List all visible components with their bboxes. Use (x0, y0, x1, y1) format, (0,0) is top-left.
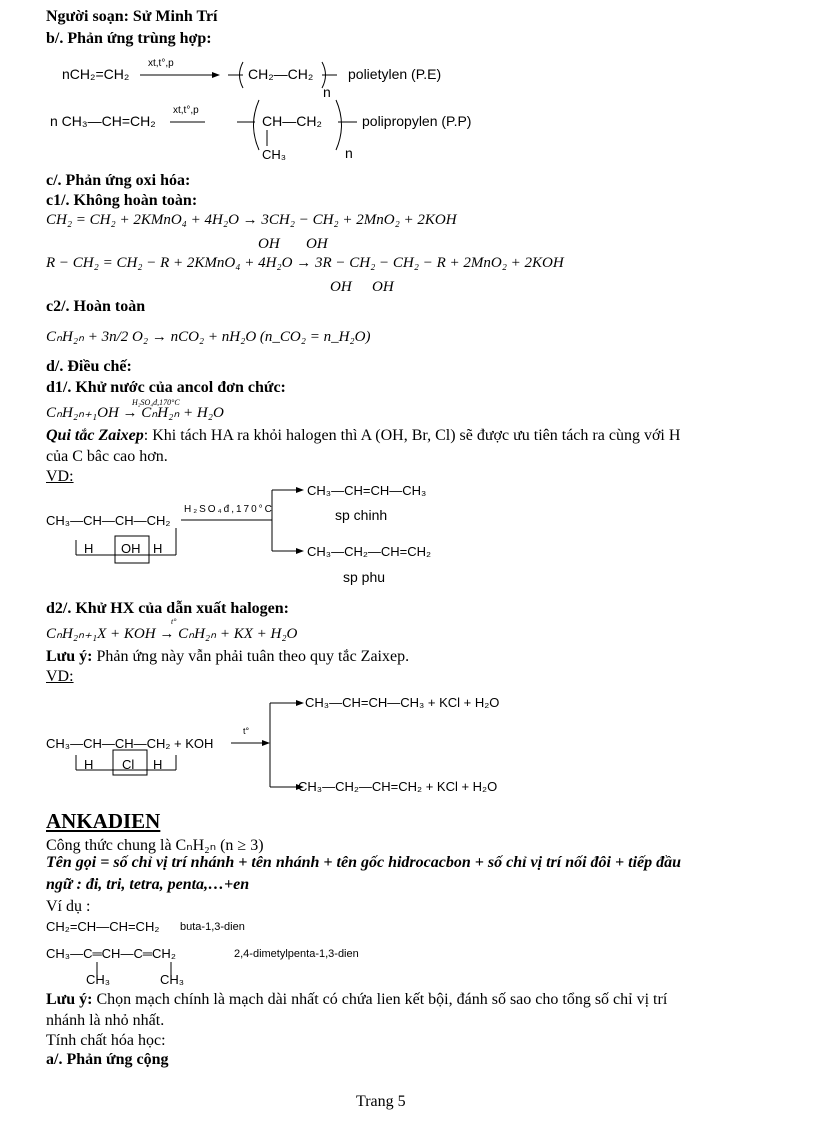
ex1-h-1: H (84, 541, 94, 556)
ex2-product-1: CH₃—CH=CH—CH₃ + KCl + H₂O (305, 695, 500, 710)
luuy-2-text-2: nhánh là nhỏ nhất. (46, 1012, 165, 1029)
section-c2-heading: c2/. Hoàn toàn (46, 298, 146, 315)
ex1-reactant: CH₃—CH—CH—CH₂ (46, 513, 171, 528)
d1-equation: CₙH₂ₙ₊₁OH → CₙH₂ₙ + H₂O (46, 405, 224, 421)
ex1-oh: OH (121, 541, 141, 556)
c1-eq1-oh-2: OH (306, 236, 328, 252)
section-d1-heading: d1/. Khử nước của ancol đơn chức: (46, 379, 286, 396)
d1-condition: H₂SO₄đ,170°C (132, 398, 180, 407)
pp-n: n (345, 145, 353, 161)
ex3-name: buta-1,3-dien (180, 921, 245, 933)
example-label-3: Ví dụ : (46, 898, 91, 915)
chemical-properties: Tính chất hóa học: (46, 1032, 166, 1049)
ex2-reactant: CH₃—CH—CH—CH₂ + KOH (46, 736, 214, 751)
ex4-branch-1: CH₃ (86, 972, 111, 987)
c1-eq1-oh-1: OH (258, 236, 280, 252)
pe-repeat-unit: CH₂—CH₂ (248, 66, 314, 82)
naming-rule-1: Tên gọi = số chỉ vị trí nhánh + tên nhánh + tên gốc hidrocacbon + số chỉ vị trí nối đôi + tiếp đầu (46, 854, 682, 871)
pp-reactant: n CH₃—CH=CH₂ (50, 113, 156, 129)
pe-reactant: nCH₂=CH₂ (62, 66, 130, 82)
ex1-h-2: H (153, 541, 163, 556)
c1-equation-2: R − CH₂ = CH₂ − R + 2KMnO₄ + 4H₂O → 3R − CH₂ − CH₂ − R + 2MnO₂ + 2KOH (46, 255, 564, 271)
pe-n: n (323, 84, 331, 100)
section-b-heading: b/. Phản ứng trùng hợp: (46, 30, 212, 47)
luuy-1 (46, 648, 409, 666)
general-formula: Công thức chung là CₙH₂ₙ (n ≥ 3) (46, 837, 264, 854)
section-c-heading: c/. Phản ứng oxi hóa: (46, 172, 191, 189)
naming-rule-2: ngữ : đi, tri, tetra, penta,…+en (46, 876, 250, 893)
section-d-heading: d/. Điều chế: (46, 358, 132, 375)
example-label-1: VD: (46, 468, 74, 485)
zaixep-text-2: của C bâc cao hơn. (46, 448, 168, 465)
luuy-1-text: Phản ứng này vẫn phải tuân theo quy tắc Zaixep. (92, 648, 410, 665)
pp-condition: xt,t°,p (173, 105, 199, 116)
c1-eq2-oh-2: OH (372, 279, 394, 295)
section-d2-heading: d2/. Khử HX của dẫn xuất halogen: (46, 600, 289, 617)
luuy-1-label: Lưu ý: (46, 648, 93, 665)
ex2-h-2: H (153, 757, 163, 772)
pp-name: polipropylen (P.P) (362, 113, 472, 129)
pe-name: polietylen (P.E) (348, 66, 442, 82)
zaixep-text: : Khi tách HA ra khỏi halogen thì A (OH, Br, Cl) sẽ được ưu tiên tách ra cùng với H (143, 427, 681, 444)
ex4-name: 2,4-dimetylpenta-1,3-dien (234, 948, 359, 960)
pp-branch: CH₃ (262, 147, 287, 162)
page-number: Trang 5 (356, 1093, 406, 1110)
d2-condition: t° (171, 617, 177, 626)
ex1-minor-product: CH₃—CH₂—CH=CH₂ (307, 544, 432, 559)
author-line: Người soạn: Sử Minh Trí (46, 8, 218, 25)
pp-repeat-unit: CH—CH₂ (262, 113, 322, 129)
pe-condition: xt,t°,p (148, 58, 174, 69)
zaixep-rule (46, 427, 680, 445)
ex1-condition: H₂SO₄đ,170°C (184, 504, 274, 515)
ex4-formula: CH₃—C═CH—C═CH₂ (46, 946, 176, 961)
ex3-formula: CH₂=CH—CH=CH₂ (46, 919, 160, 934)
c1-equation-1: CH₂ = CH₂ + 2KMnO₄ + 4H₂O → 3CH₂ − CH₂ + 2MnO₂ + 2KOH (46, 212, 457, 228)
ex2-product-2: CH₃—CH₂—CH=CH₂ + KCl + H₂O (298, 779, 498, 794)
ex1-minor-label: sp phu (343, 569, 386, 585)
d2-equation: CₙH₂ₙ₊₁X + KOH → CₙH₂ₙ + KX + H₂O (46, 626, 298, 642)
section-c1-heading: c1/. Không hoàn toàn: (46, 192, 198, 209)
ex1-main-label: sp chinh (335, 507, 388, 523)
c2-equation: CₙH₂ₙ + 3n/2 O₂ → nCO₂ + nH₂O (n_CO₂ = n_H₂O) (46, 329, 371, 345)
luuy-2-label: Lưu ý: (46, 991, 93, 1008)
ex1-main-product: CH₃—CH=CH—CH₃ (307, 483, 427, 498)
luuy-2-text: Chọn mạch chính là mạch dài nhất có chứa lien kết bội, đánh số sao cho tổng số chỉ vị trí (92, 991, 668, 1008)
ex2-condition: t° (243, 726, 250, 736)
ankadien-title: ANKADIEN (46, 809, 161, 833)
ex2-cl: Cl (122, 757, 135, 772)
c1-eq2-oh-1: OH (330, 279, 352, 295)
zaixep-label: Qui tắc Zaixep (46, 427, 144, 444)
ex2-h-1: H (84, 757, 94, 772)
luuy-2 (46, 991, 667, 1009)
example-label-2: VD: (46, 668, 74, 685)
ex4-branch-2: CH₃ (160, 972, 185, 987)
section-a-heading: a/. Phản ứng cộng (46, 1051, 169, 1068)
